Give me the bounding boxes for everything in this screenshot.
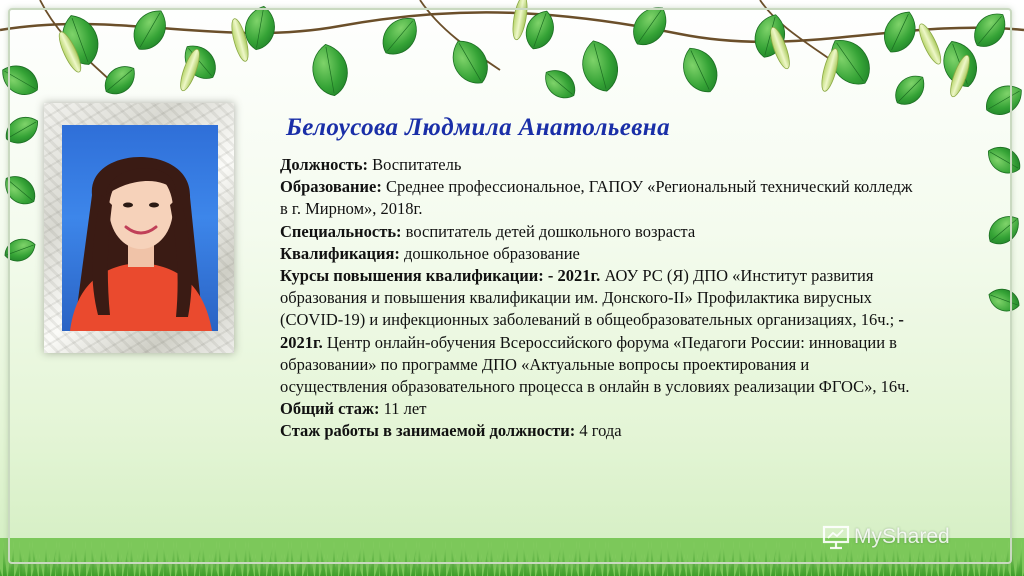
position-experience-row — [280, 420, 920, 442]
position-value: Воспитатель — [372, 155, 462, 174]
watermark-text: MyShared — [854, 525, 950, 548]
myshared-watermark — [822, 524, 950, 550]
position-label: Должность: — [280, 155, 369, 174]
qualification-label: Квалификация: — [280, 243, 400, 263]
specialty-row — [280, 221, 920, 243]
qualification-value: дошкольное образование — [404, 243, 580, 263]
person-name: Белоусова Людмила Анатольевна — [286, 114, 670, 141]
specialty-label: Специальность: — [280, 221, 402, 241]
photo-frame — [44, 103, 234, 353]
position-row — [280, 154, 920, 176]
courses-year-1: - 2021г. — [547, 266, 601, 286]
courses-row — [280, 265, 920, 398]
qualification-row — [280, 243, 920, 265]
courses-label: Курсы повышения квалификации: — [280, 266, 544, 286]
position-experience-value: 4 года — [579, 421, 622, 441]
position-experience-label: Стаж работы в занимаемой должности: — [280, 421, 576, 441]
courses-year-2: - 2021г. — [280, 310, 904, 352]
experience-label: Общий стаж: — [280, 399, 380, 419]
education-row — [280, 176, 920, 220]
profile-details — [280, 154, 920, 443]
presentation-board-icon — [822, 524, 850, 550]
portrait-photo — [62, 125, 218, 331]
experience-row — [280, 398, 920, 420]
courses-text-1: АОУ РС (Я) ДПО «Институт развития образования и повышения квалификации им. Донского-II» Профилактика вирусных (COVID-19) и инфекционных заболеваний в общеобразовательных организациях, 16ч.; — [280, 266, 895, 330]
experience-value: 11 лет — [383, 399, 427, 419]
specialty-value: воспитатель детей дошкольного возраста — [405, 221, 696, 241]
education-label: Образование: — [280, 177, 382, 197]
education-value: Среднее профессиональное, ГАПОУ «Региональный технический колледж в г. Мирном», 2018г. — [280, 177, 913, 219]
courses-text-2: Центр онлайн-обучения Всероссийского форума «Педагоги России: инновации в образовании» по программе ДПО «Актуальные вопросы проектирования и осуществления образовательного процесса в онлайн в условиях реализации ФГОС», 16ч. — [280, 332, 910, 397]
